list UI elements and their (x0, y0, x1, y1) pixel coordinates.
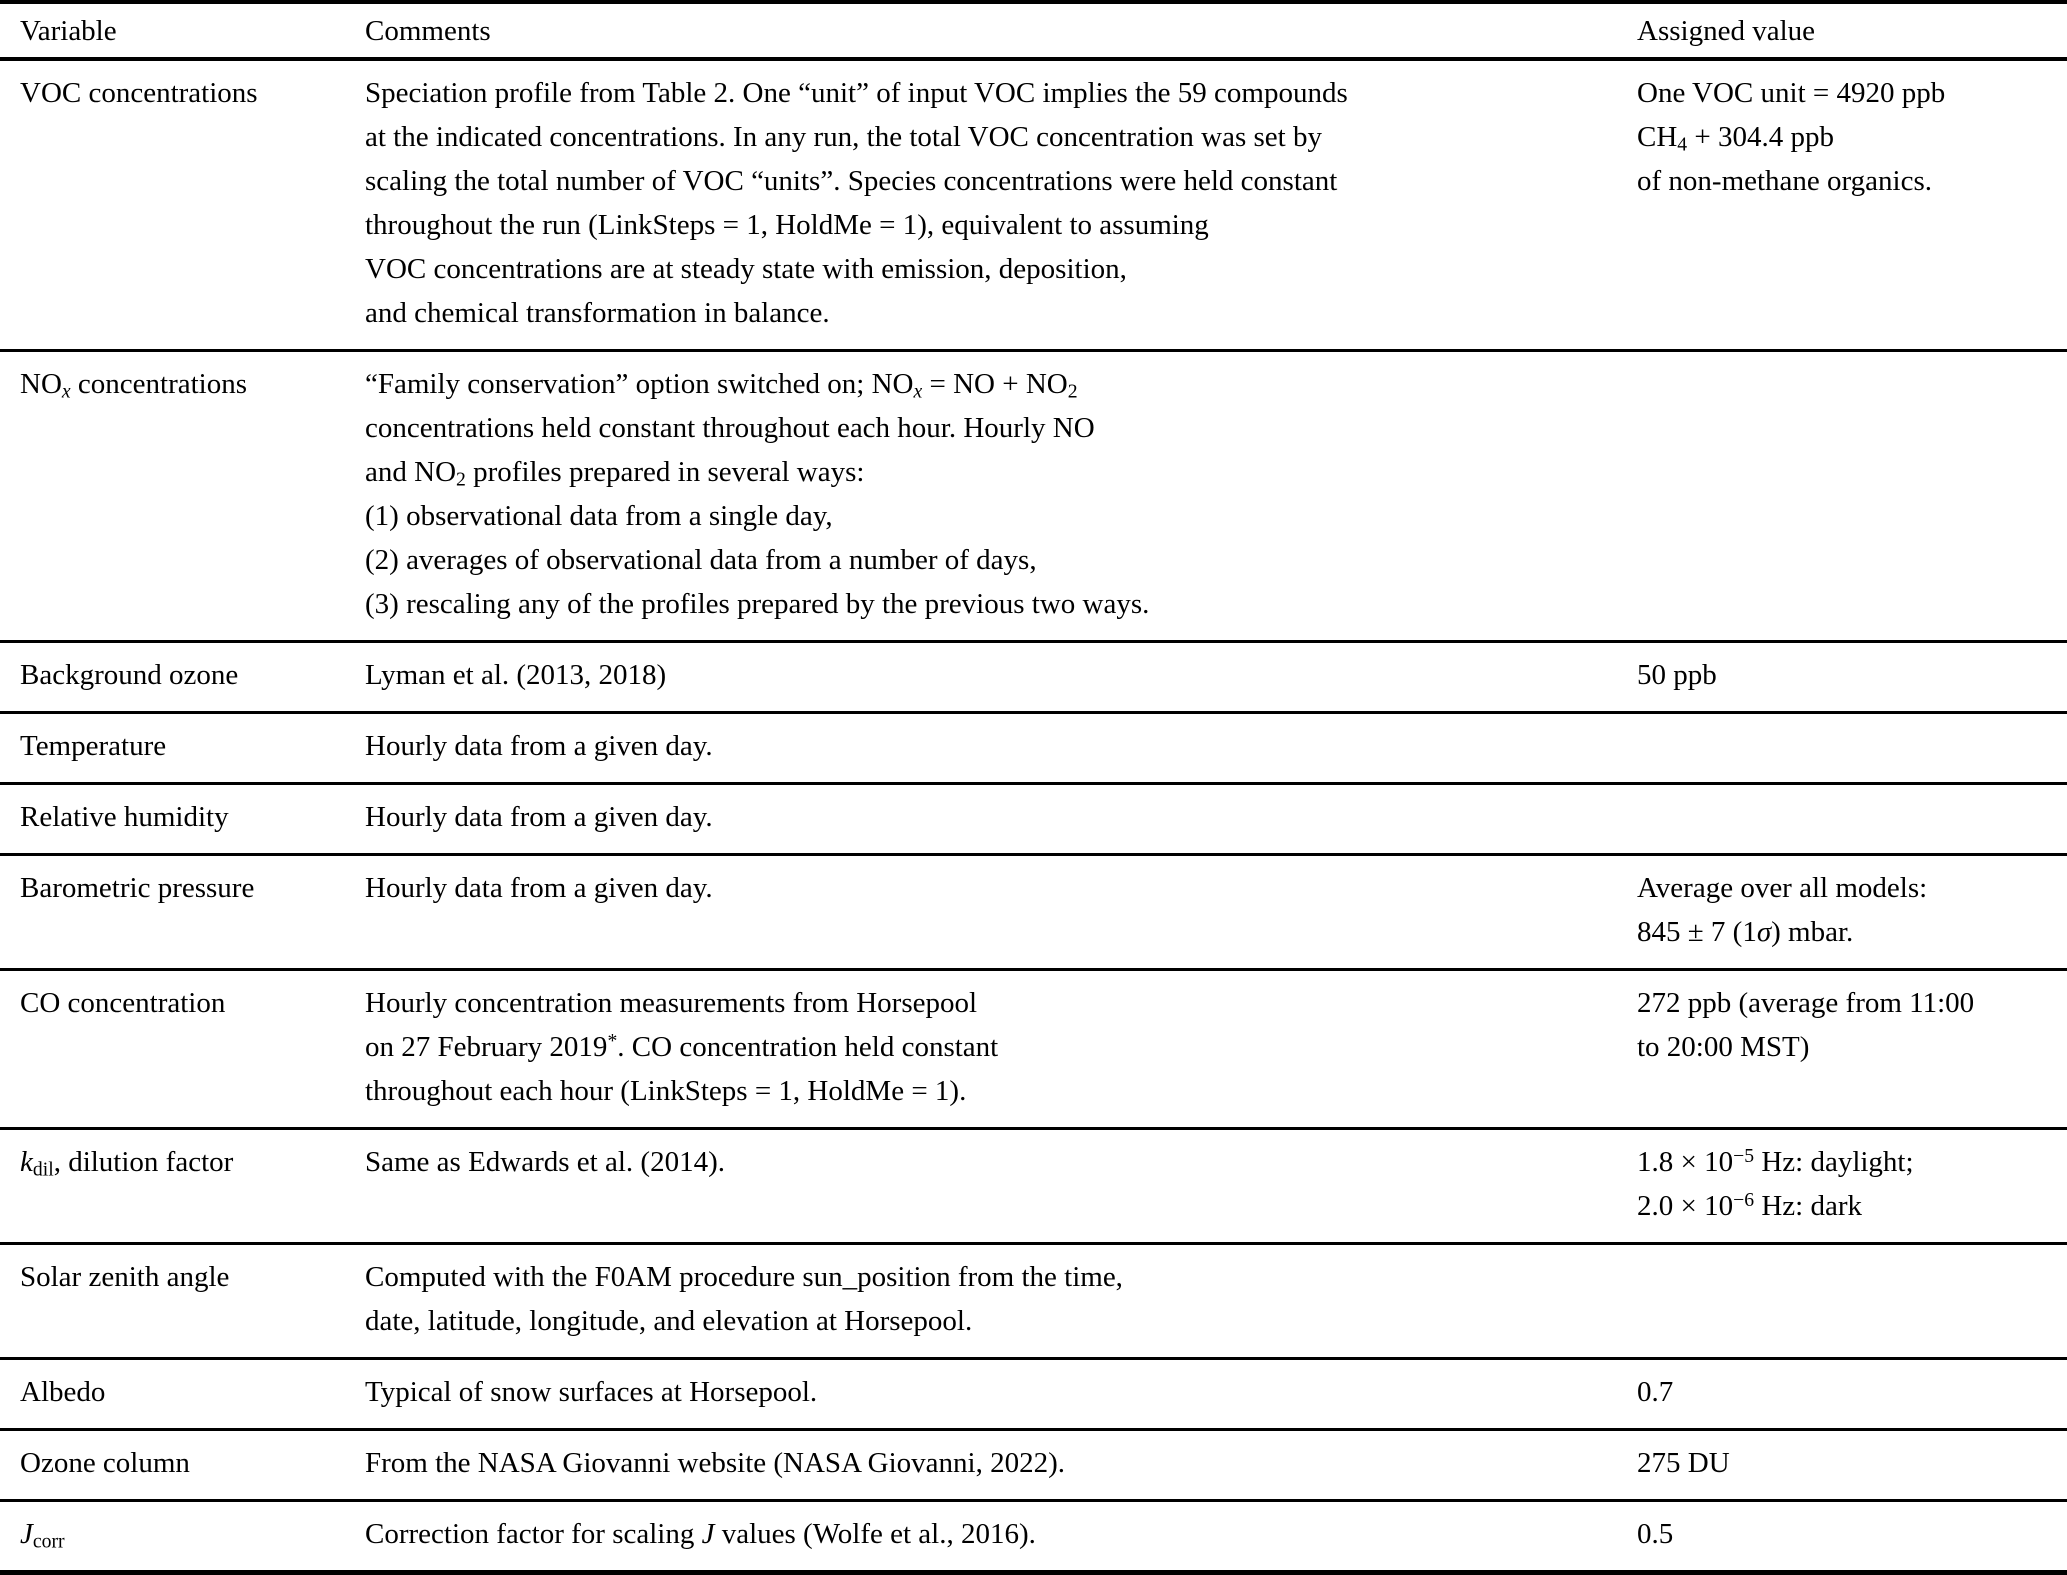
variable-line: Albedo (20, 1376, 106, 1408)
variable-cell (0, 970, 365, 1129)
variable-line: VOC concentrations (20, 77, 258, 109)
value-line: 845 ± 7 (1σ) mbar. (1637, 916, 1854, 948)
variable-cell (0, 351, 365, 642)
table-row (0, 970, 2067, 1129)
comments-line: From the NASA Giovanni website (NASA Giovanni, 2022). (365, 1447, 1065, 1479)
table-row (0, 59, 2067, 351)
value-cell (1637, 1244, 2067, 1359)
variable-line: Temperature (20, 730, 167, 762)
column-header-variable: Variable (20, 15, 117, 47)
comments-cell (365, 351, 1637, 642)
variable-line: Barometric pressure (20, 872, 255, 904)
column-header-assigned-value: Assigned value (1637, 15, 1815, 47)
comments-line: scaling the total number of VOC “units”. Species concentrations were held constant (365, 165, 1338, 197)
value-line: 50 ppb (1637, 659, 1717, 691)
value-cell (1637, 59, 2067, 351)
comments-line: on 27 February 2019*. CO concentration held constant (365, 1030, 999, 1063)
comments-cell (365, 1359, 1637, 1430)
comments-line: Same as Edwards et al. (2014). (365, 1146, 725, 1178)
comments-cell (365, 855, 1637, 970)
variable-line: Background ozone (20, 659, 239, 691)
comments-line: and $NO_2$ profiles prepared in several ways: (365, 456, 865, 491)
comments-line: (1) observational data from a single day, (365, 500, 833, 532)
comments-line: date, latitude, longitude, and elevation at Horsepool. (365, 1305, 973, 1337)
comments-line: Hourly data from a given day. (365, 801, 713, 833)
value-line: 0.5 (1637, 1518, 1674, 1550)
header-row (0, 2, 2067, 59)
comments-cell (365, 1129, 1637, 1244)
comments-line: Computed with the F0AM procedure sun_position from the time, (365, 1261, 1123, 1293)
column-header-comments: Comments (365, 15, 491, 47)
table-row (0, 855, 2067, 970)
value-line: One VOC unit = 4920 ppb (1637, 77, 1946, 109)
variable-cell (0, 1430, 365, 1501)
variable-cell (0, 1359, 365, 1430)
comments-cell (365, 1501, 1637, 1573)
table-body (0, 59, 2067, 1573)
comments-line: Hourly data from a given day. (365, 730, 713, 762)
value-line: of non-methane organics. (1637, 165, 1933, 197)
table-row (0, 1501, 2067, 1573)
comments-cell (365, 970, 1637, 1129)
comments-line: Correction factor for scaling J values (Wolfe et al., 2016). (365, 1518, 1036, 1550)
comments-line: (3) rescaling any of the profiles prepared by the previous two ways. (365, 588, 1150, 620)
value-line: to 20:00 MST) (1637, 1031, 1810, 1063)
value-cell (1637, 1359, 2067, 1430)
table-row (0, 713, 2067, 784)
value-cell (1637, 1501, 2067, 1573)
variable-cell (0, 855, 365, 970)
variable-line: CO concentration (20, 987, 226, 1019)
value-line: $CH_4 + 304.4$ ppb (1637, 121, 1835, 156)
variable-line: Solar zenith angle (20, 1261, 230, 1293)
comments-line: Lyman et al. (2013, 2018) (365, 659, 667, 691)
variable-cell (0, 1501, 365, 1573)
variable-line: Relative humidity (20, 801, 229, 833)
comments-cell (365, 713, 1637, 784)
comments-cell (365, 59, 1637, 351)
comments-line: (2) averages of observational data from a number of days, (365, 544, 1037, 576)
value-cell (1637, 713, 2067, 784)
table-row (0, 1359, 2067, 1430)
value-line: 275 DU (1637, 1447, 1730, 1479)
value-line: $2.0 \times 10^{-6}$ Hz: dark (1637, 1189, 1862, 1222)
comments-line: throughout each hour (LinkSteps = 1, HoldMe = 1). (365, 1075, 967, 1107)
value-cell (1637, 784, 2067, 855)
variable-line: $k_{dil}$, dilution factor (20, 1146, 234, 1181)
comments-line: at the indicated concentrations. In any run, the total VOC concentration was set by (365, 121, 1322, 153)
comments-line: VOC concentrations are at steady state with emission, deposition, (365, 253, 1127, 285)
table-row (0, 642, 2067, 713)
value-cell (1637, 970, 2067, 1129)
table-header (0, 2, 2067, 59)
value-cell (1637, 642, 2067, 713)
table-row (0, 1244, 2067, 1359)
variable-cell (0, 1244, 365, 1359)
value-cell (1637, 1430, 2067, 1501)
comments-line: concentrations held constant throughout each hour. Hourly NO (365, 412, 1095, 444)
table-row (0, 784, 2067, 855)
comments-cell (365, 642, 1637, 713)
value-cell (1637, 1129, 2067, 1244)
value-line: $1.8 \times 10^{-5}$ Hz: daylight; (1637, 1145, 1914, 1178)
variable-cell (0, 59, 365, 351)
variable-cell (0, 1129, 365, 1244)
value-line: 0.7 (1637, 1376, 1674, 1408)
variable-line: $NO_x$ concentrations (20, 368, 247, 403)
comments-line: throughout the run (LinkSteps = 1, HoldMe = 1), equivalent to assuming (365, 209, 1209, 241)
variable-line: $J_{corr}$ (20, 1518, 65, 1553)
variable-cell (0, 642, 365, 713)
value-line: Average over all models: (1637, 872, 1928, 904)
comments-line: and chemical transformation in balance. (365, 297, 830, 329)
comments-cell (365, 1244, 1637, 1359)
comments-line: Hourly data from a given day. (365, 872, 713, 904)
comments-cell (365, 784, 1637, 855)
comments-line: “Family conservation” option switched on; $NO_x$ = NO + $NO_2$ (365, 368, 1078, 403)
variable-cell (0, 713, 365, 784)
variable-line: Ozone column (20, 1447, 190, 1479)
comments-cell (365, 1430, 1637, 1501)
comments-line: Hourly concentration measurements from Horsepool (365, 987, 978, 1019)
comments-line: Typical of snow surfaces at Horsepool. (365, 1376, 818, 1408)
value-cell (1637, 351, 2067, 642)
table-row (0, 1430, 2067, 1501)
table-row (0, 1129, 2067, 1244)
table-row (0, 351, 2067, 642)
value-line: 272 ppb (average from 11:00 (1637, 987, 1975, 1019)
variable-cell (0, 784, 365, 855)
value-cell (1637, 855, 2067, 970)
comments-line: Speciation profile from Table 2. One “unit” of input VOC implies the 59 compounds (365, 77, 1348, 109)
